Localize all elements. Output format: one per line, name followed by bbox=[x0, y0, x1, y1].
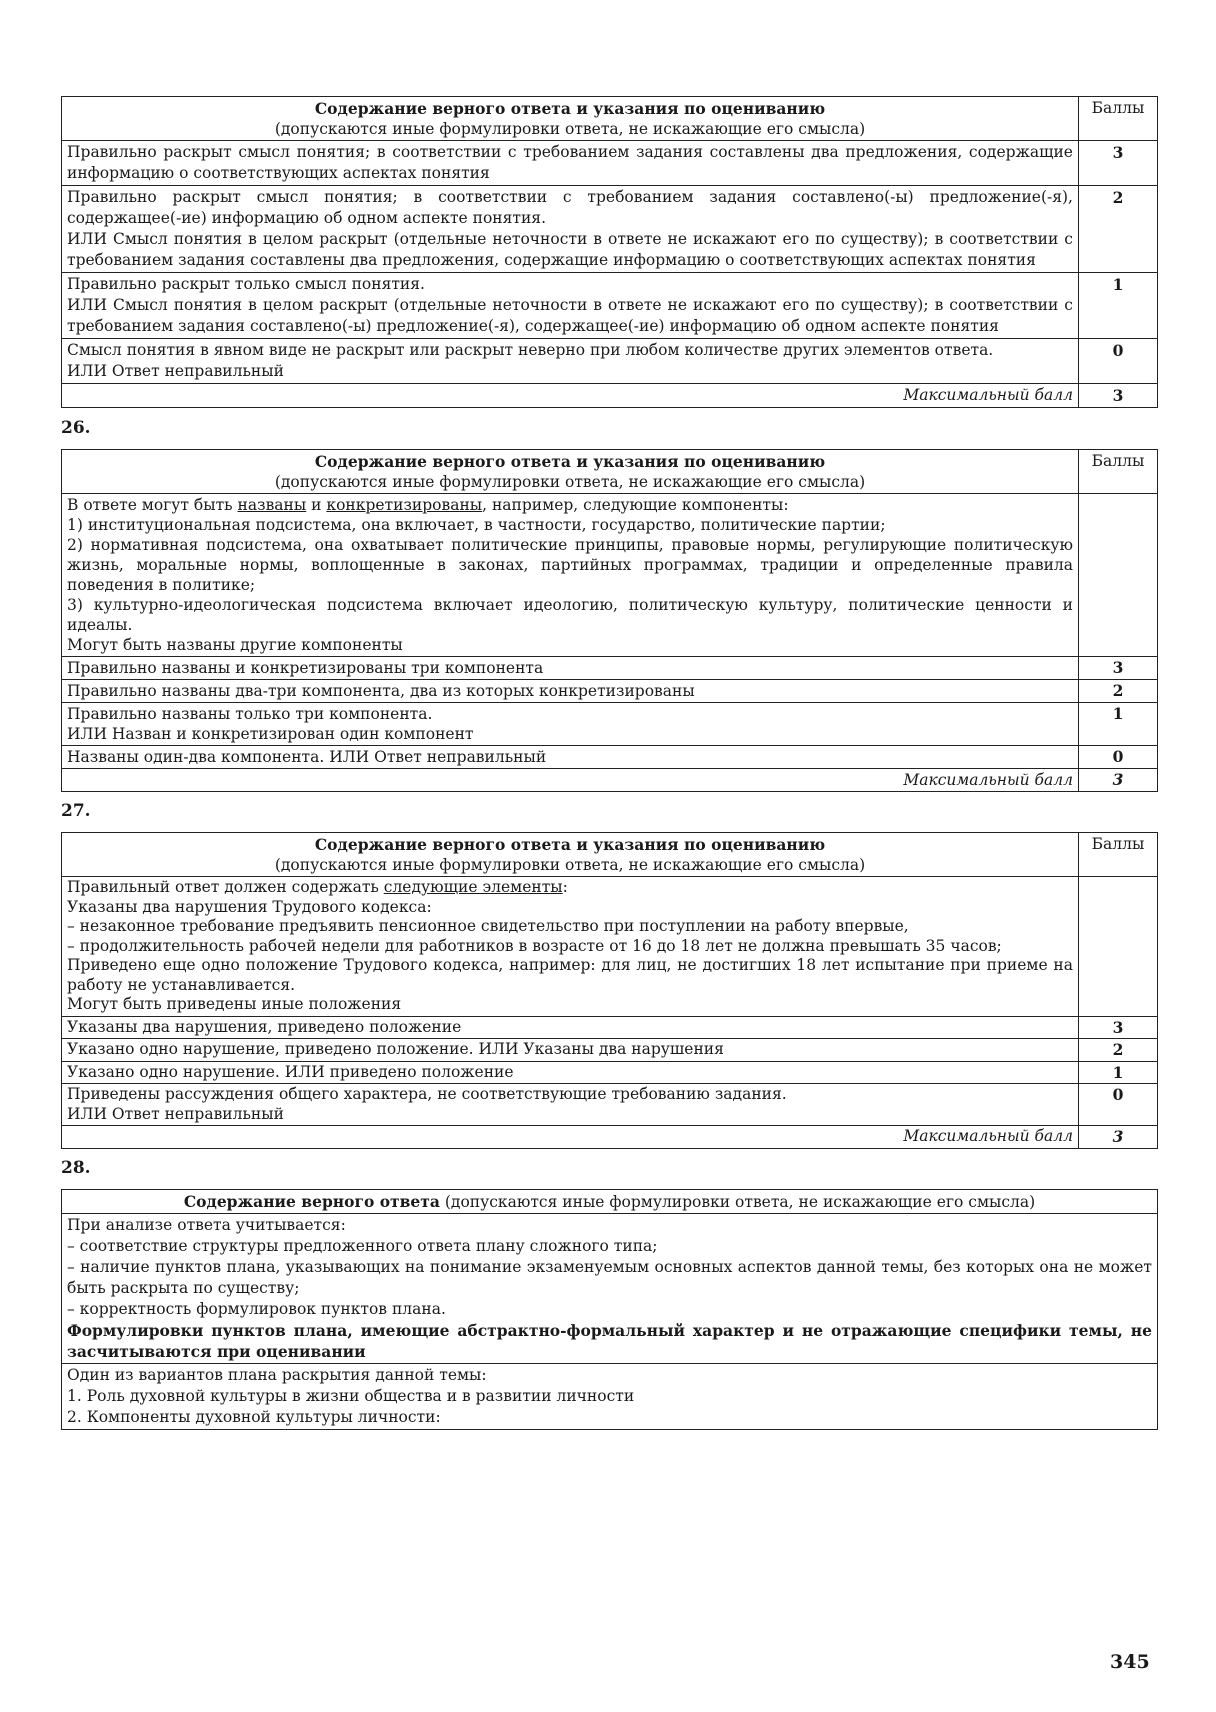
table-row bbox=[62, 1061, 1158, 1084]
answer-item: Приведено еще одно положение Трудового кодекса, например: для лиц, не достигших 18 лет испытание при приеме на работу не устанавливается. bbox=[67, 956, 1073, 994]
criterion-text: ИЛИ Ответ неправильный bbox=[67, 1104, 284, 1123]
points-value: 3 bbox=[1079, 1016, 1158, 1039]
max-score-label: Максимальный балл bbox=[62, 384, 1079, 408]
points-value: 3 bbox=[1079, 141, 1158, 186]
table-row bbox=[62, 339, 1158, 384]
criterion-text: Правильно раскрыт смысл понятия; в соответствии с требованием задания составлено(-ы) предложение(-я), содержащее(-ие) информацию об одном аспекте понятия. bbox=[67, 188, 1073, 227]
page-number: 345 bbox=[1110, 1651, 1150, 1673]
points-header: Баллы bbox=[1079, 450, 1158, 494]
header-subtitle: (допускаются иные формулировки ответа, не искажающие его смысла) bbox=[274, 856, 866, 874]
points-value: 0 bbox=[1079, 339, 1158, 384]
table-row bbox=[62, 1084, 1158, 1126]
task25-table bbox=[61, 96, 1158, 408]
variant-item: 1. Роль духовной культуры в жизни общества и в развитии личности bbox=[67, 1386, 635, 1405]
answer-item: Могут быть названы другие компоненты bbox=[67, 636, 403, 654]
header-subtitle: (допускаются иные формулировки ответа, не искажающие его смысла) bbox=[274, 473, 866, 491]
criterion-text: ИЛИ Назван и конкретизирован один компонент bbox=[67, 725, 474, 743]
max-score-label: Максимальный балл bbox=[62, 769, 1079, 792]
criteria-item: – соответствие структуры предложенного ответа плану сложного типа; bbox=[67, 1236, 658, 1255]
table-row bbox=[62, 1016, 1158, 1039]
criteria-row bbox=[62, 1213, 1158, 1363]
criterion-text: Смысл понятия в явном виде не раскрыт или раскрыт неверно при любом количестве других элементов ответа. bbox=[67, 341, 994, 359]
criterion-text: Указано одно нарушение. ИЛИ приведено положение bbox=[62, 1061, 1079, 1084]
table-row bbox=[62, 141, 1158, 186]
criteria-item: При анализе ответа учитывается: bbox=[67, 1215, 346, 1234]
answer-intro: В ответе могут быть названы и конкретизированы, например, следующие компоненты: bbox=[67, 496, 789, 514]
header-title: Содержание верного ответа и указания по оцениванию bbox=[314, 835, 826, 854]
header-subtitle: (допускаются иные формулировки ответа, не искажающие его смысла) bbox=[274, 120, 866, 138]
task-number: 26. bbox=[61, 418, 91, 438]
variant-item: Один из вариантов плана раскрытия данной темы: bbox=[67, 1365, 487, 1384]
max-score-label: Максимальный балл bbox=[62, 1126, 1079, 1149]
task28-table bbox=[61, 1189, 1158, 1430]
criteria-item: – наличие пунктов плана, указывающих на понимание экзаменуемым основных аспектов данной темы, без которых она не может быть раскрыта по существу; bbox=[67, 1257, 1152, 1297]
page bbox=[61, 96, 1158, 1430]
task-number: 27. bbox=[61, 801, 91, 821]
max-score-value: 3 bbox=[1079, 769, 1158, 792]
header-title: Содержание верного ответа и указания по оцениванию bbox=[314, 452, 826, 471]
header-subtitle: (допускаются иные формулировки ответа, не искажающие его смысла) bbox=[439, 1192, 1036, 1211]
points-value: 1 bbox=[1079, 273, 1158, 339]
criterion-text: Приведены рассуждения общего характера, не соответствующие требованию задания. bbox=[67, 1085, 787, 1103]
table-row bbox=[62, 273, 1158, 339]
criterion-text: Названы один-два компонента. ИЛИ Ответ неправильный bbox=[62, 746, 1079, 769]
max-score-value: 3 bbox=[1079, 384, 1158, 408]
answer-content-row bbox=[62, 494, 1158, 657]
table-row bbox=[62, 1039, 1158, 1062]
max-score-row bbox=[62, 384, 1158, 408]
criteria-item: – корректность формулировок пунктов плана. bbox=[67, 1299, 446, 1318]
max-score-row bbox=[62, 1126, 1158, 1149]
header-title: Содержание верного ответа bbox=[183, 1191, 440, 1211]
answer-item: – незаконное требование предъявить пенсионное свидетельство при поступлении на работу впервые, bbox=[67, 917, 909, 935]
criterion-text: ИЛИ Ответ неправильный bbox=[67, 362, 284, 380]
criteria-note: Формулировки пунктов плана, имеющие абстрактно-формальный характер и не отражающие специфики темы, не засчитываются при оценивании bbox=[67, 1320, 1152, 1361]
answer-item: Указаны два нарушения Трудового кодекса: bbox=[67, 897, 432, 916]
table-row bbox=[62, 657, 1158, 680]
points-value: 3 bbox=[1079, 657, 1158, 680]
table-header-row bbox=[62, 1189, 1158, 1213]
answer-content-row bbox=[62, 877, 1158, 1017]
answer-item: 3) культурно-идеологическая подсистема включает идеологию, политическую культуру, политические ценности и идеалы. bbox=[67, 596, 1073, 634]
criterion-text: Правильно названы два-три компонента, два из которых конкретизированы bbox=[62, 680, 1079, 703]
criterion-text: Указано одно нарушение, приведено положение. ИЛИ Указаны два нарушения bbox=[62, 1039, 1079, 1062]
criterion-text: Правильно названы только три компонента. bbox=[67, 705, 433, 723]
content-header bbox=[62, 833, 1079, 877]
header-title: Содержание верного ответа и указания по оцениванию bbox=[314, 99, 826, 118]
points-value: 2 bbox=[1079, 1039, 1158, 1062]
points-value: 0 bbox=[1079, 1084, 1158, 1126]
criterion-text: Указаны два нарушения, приведено положение bbox=[62, 1016, 1079, 1039]
table-row bbox=[62, 680, 1158, 703]
answer-item: Могут быть приведены иные положения bbox=[67, 995, 402, 1013]
max-score-row bbox=[62, 769, 1158, 792]
points-header: Баллы bbox=[1079, 833, 1158, 877]
points-value: 0 bbox=[1079, 746, 1158, 769]
table-header-row bbox=[62, 833, 1158, 877]
table-header-row bbox=[62, 97, 1158, 141]
answer-item: – продолжительность рабочей недели для работников в возрасте от 16 до 18 лет не должна превышать 35 часов; bbox=[67, 936, 1002, 955]
points-value: 2 bbox=[1079, 186, 1158, 273]
max-score-value: 3 bbox=[1079, 1126, 1158, 1149]
table-row bbox=[62, 186, 1158, 273]
content-header bbox=[62, 97, 1079, 141]
points-value: 1 bbox=[1079, 1061, 1158, 1084]
task26-table bbox=[61, 449, 1158, 792]
table-row bbox=[62, 746, 1158, 769]
criterion-text: Правильно названы и конкретизированы три компонента bbox=[62, 657, 1079, 680]
answer-intro: Правильный ответ должен содержать следующие элементы: bbox=[67, 878, 568, 896]
table-row bbox=[62, 703, 1158, 746]
criterion-text: Правильно раскрыт только смысл понятия. bbox=[67, 275, 425, 293]
task27-table bbox=[61, 832, 1158, 1149]
answer-item: 1) институциональная подсистема, она включает, в частности, государство, политические партии; bbox=[67, 516, 886, 534]
answer-item: 2) нормативная подсистема, она охватывает политические принципы, правовые нормы, регулирующие политическую жизнь, моральные нормы, воплощенные в законах, партийных программах, традиции и определенные правила поведения в политике; bbox=[67, 536, 1073, 594]
content-header bbox=[62, 1189, 1158, 1213]
criterion-text: Правильно раскрыт смысл понятия; в соответствии с требованием задания составлены два предложения, содержащие информацию о соответствующих аспектах понятия bbox=[67, 143, 1073, 182]
points-value: 1 bbox=[1079, 703, 1158, 746]
table-header-row bbox=[62, 450, 1158, 494]
variant-item: 2. Компоненты духовной культуры личности: bbox=[67, 1407, 441, 1426]
criterion-text: ИЛИ Смысл понятия в целом раскрыт (отдельные неточности в ответе не искажают его по существу); в соответствии с требованием задания составлены два предложения, содержащие информацию о соответствующих аспектах понятия bbox=[67, 230, 1073, 269]
points-header: Баллы bbox=[1079, 97, 1158, 141]
task-number: 28. bbox=[61, 1157, 91, 1178]
variant-row bbox=[62, 1363, 1158, 1429]
points-value: 2 bbox=[1079, 680, 1158, 703]
content-header bbox=[62, 450, 1079, 494]
criterion-text: ИЛИ Смысл понятия в целом раскрыт (отдельные неточности в ответе не искажают его по существу); в соответствии с требованием задания составлено(-ы) предложение(-я), содержащее(-ие) информацию об одном аспекте понятия bbox=[67, 296, 1073, 335]
